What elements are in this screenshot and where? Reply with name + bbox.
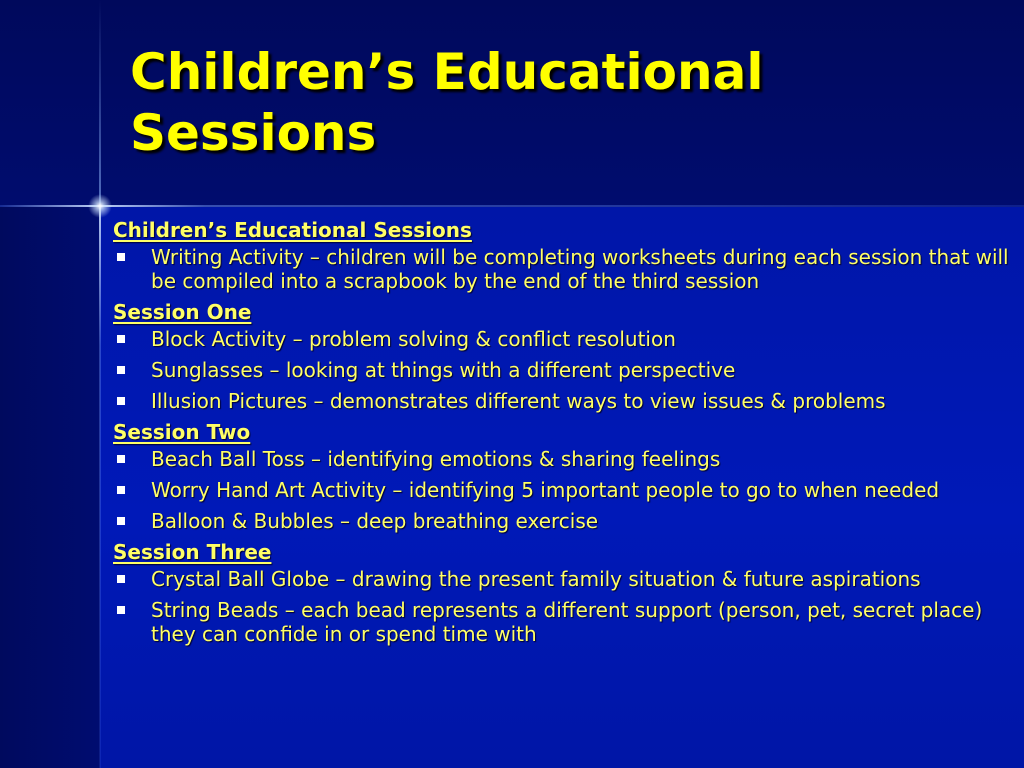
bullet-item: [113, 478, 1013, 502]
slide-title: Children’s Educational Sessions: [130, 43, 764, 162]
section-heading: Session Three: [113, 540, 272, 564]
horizontal-accent-line: [0, 205, 1024, 207]
square-bullet-icon: [117, 575, 125, 583]
bullet-text: Worry Hand Art Activity – identifying 5 important people to go to when needed: [151, 478, 940, 502]
vertical-accent-line: [99, 0, 101, 768]
bullet-item: [113, 509, 1013, 533]
bullet-text: Writing Activity – children will be completing worksheets during each session that will be compiled into a scrapbook by the end of the third session: [151, 245, 1009, 293]
bullet-item: [113, 447, 1013, 471]
bullet-item: [113, 245, 1013, 293]
sparkle-decoration: [88, 194, 112, 218]
square-bullet-icon: [117, 486, 125, 494]
square-bullet-icon: [117, 366, 125, 374]
square-bullet-icon: [117, 517, 125, 525]
section-heading: Session Two: [113, 420, 251, 444]
section-session-three: [113, 540, 1013, 646]
slide-body: [113, 214, 1013, 653]
bullet-text: String Beads – each bead represents a different support (person, pet, secret place) they can confide in or spend time with: [151, 598, 983, 646]
square-bullet-icon: [117, 397, 125, 405]
square-bullet-icon: [117, 455, 125, 463]
bullet-item: [113, 389, 1013, 413]
section-heading: Session One: [113, 300, 252, 324]
bullet-text: Sunglasses – looking at things with a different perspective: [151, 358, 736, 382]
bullet-item: [113, 567, 1013, 591]
section-intro: [113, 218, 1013, 293]
section-heading: Children’s Educational Sessions: [113, 218, 472, 242]
bullet-text: Block Activity – problem solving & conflict resolution: [151, 327, 676, 351]
bullet-item: [113, 327, 1013, 351]
bullet-item: [113, 598, 1013, 646]
bullet-text: Beach Ball Toss – identifying emotions & sharing feelings: [151, 447, 721, 471]
bullet-text: Illusion Pictures – demonstrates different ways to view issues & problems: [151, 389, 886, 413]
section-session-one: [113, 300, 1013, 413]
left-band: [0, 207, 100, 768]
bullet-text: Crystal Ball Globe – drawing the present family situation & future aspirations: [151, 567, 921, 591]
bullet-text: Balloon & Bubbles – deep breathing exercise: [151, 509, 599, 533]
bullet-item: [113, 358, 1013, 382]
square-bullet-icon: [117, 606, 125, 614]
square-bullet-icon: [117, 335, 125, 343]
square-bullet-icon: [117, 253, 125, 261]
section-session-two: [113, 420, 1013, 533]
